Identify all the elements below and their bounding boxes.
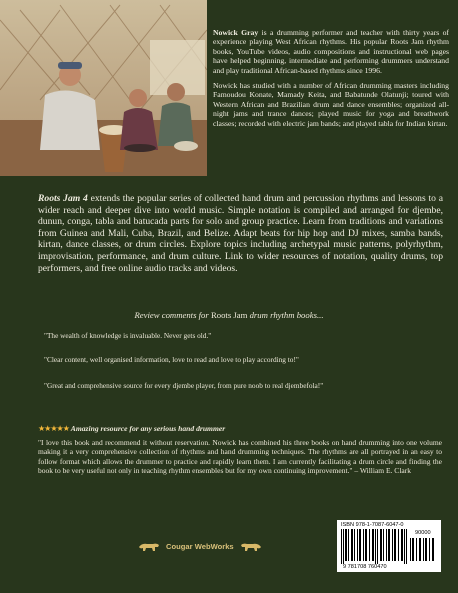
bio-paragraph-1 [213,28,449,75]
book-description [38,193,443,274]
featured-review-text: "I love this book and recommend it without reservation. Nowick has combined his three books on hand drumming into one volume making it a very comprehensive collection of rhythms and hand drumming techniques. The rhythms are all portrayed in an easy to follow format which allows the drummer to practice and rapidly learn them. I am currently facilitating a drum circle and finding the book to be very useful not only in teaching rhythm ensembles but for my own continuing improvement." – William E. Clark [38,438,442,475]
author-photo [0,0,207,176]
publisher-logo [138,540,262,552]
isbn-label: ISBN 978-1-7087-6047-0 [341,522,404,528]
barcode-digits: 9 781708 760470 [343,564,387,570]
bio-paragraph-1-text: is a drumming performer and teacher with thirty years of experience playing West African rhythms. His popular Roots Jam rhythm books, YouTube videos, audio compositions and instructional web pages have helped beginning, intermediate and performing drummers understand and play traditional African-based rhythms since 1996. [213,28,449,75]
featured-review-header [38,424,225,433]
cougar-right-icon [240,540,262,552]
reviews-heading-a: Review comments for [134,310,211,320]
description-paragraph [38,193,443,274]
review-quote-1: "The wealth of knowledge is invaluable. Never gets old." [44,331,212,340]
description-text: extends the popular series of collected hand drum and percussion rhythms and lessons to a wider reach and deeper dive into world music. Simple notation is compiled and arranged for djembe, dunun, conga, tabla and batucada parts for solo and group practice. Learn from traditions and variations from Guinea and Mali, Cuba, Brazil, and Belize. Adapt beats for hip hop and DJ mixes, samba bands, kirtan, dance classes, or drum circles. Explore topics including archetypal music patterns, polyrhythm, improvisation, performance, and drum culture. Link to wider resources of notation, quality drums, top performers, and free online audio tracks and videos. [38,193,443,274]
star-rating-icon: ★★★★★ [38,424,69,433]
reviews-heading [0,310,458,320]
featured-review-title: Amazing resource for any serious hand drummer [70,424,226,433]
publisher-name: Cougar WebWorks [166,541,234,551]
book-title: Roots Jam 4 [38,193,88,204]
review-quote-2: "Clear content, well organised information, love to read and love to play according to!" [44,355,299,364]
cougar-left-icon [138,540,160,552]
reviews-heading-c: drum rhythm books... [247,310,324,320]
review-quote-3: "Great and comprehensive source for every djembe player, from pure noob to real djembefola!" [44,381,324,390]
reviews-heading-series: Roots Jam [210,310,248,320]
author-name: Nowick Gray [213,28,259,37]
price-code: 90000 [415,530,431,536]
bio-paragraph-2: Nowick has studied with a number of African drumming masters including Famoudou Konate, Mamady Keita, and Babatunde Olatunji; toured with Western African and Brazilian drum and dance ensembles; organized all-night jams and trance dances; played music for yoga and breathwork classes; recorded with electric jam bands; and played tabla for Indian kirtan. [213,81,449,128]
author-bio [213,28,449,134]
isbn-barcode [337,520,441,572]
